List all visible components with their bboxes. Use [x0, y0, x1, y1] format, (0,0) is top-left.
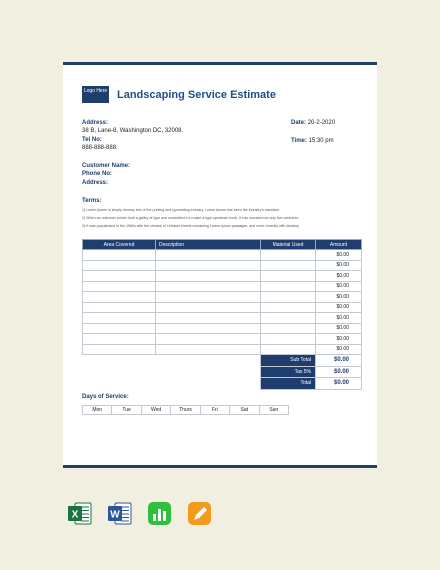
- description-cell[interactable]: [156, 292, 261, 303]
- description-cell[interactable]: [156, 302, 261, 313]
- area-covered-cell[interactable]: [83, 292, 156, 303]
- total-row: [83, 355, 362, 367]
- header-amount: Amount: [316, 240, 362, 250]
- logo-placeholder: Logo Here: [82, 86, 109, 103]
- date-label: Date:: [291, 120, 307, 126]
- amount-cell[interactable]: $0.00: [316, 271, 362, 282]
- description-cell[interactable]: [156, 271, 261, 282]
- word-icon-letter: W: [110, 509, 120, 521]
- terms-item: 3) It was popularised in the 1960s with the release of Letraset sheets containing Lorem Ipsum passages, and more recently with desktop: [82, 224, 299, 228]
- terms-label: Terms:: [82, 198, 102, 204]
- word-icon[interactable]: [106, 500, 133, 527]
- tel-value: 888-888-888.: [82, 145, 118, 151]
- area-covered-cell[interactable]: [83, 302, 156, 313]
- amount-cell[interactable]: $0.00: [316, 313, 362, 324]
- customer-address-label: Address:: [82, 180, 109, 186]
- material-used-cell[interactable]: [261, 292, 316, 303]
- area-covered-cell[interactable]: [83, 313, 156, 324]
- terms-item: 2) When an unknown printer took a galley of type and scrambled it to make a type specimen book. It has survived not only five centuries.: [82, 216, 300, 220]
- material-used-cell[interactable]: [261, 302, 316, 313]
- time-label: Time:: [291, 138, 307, 144]
- amount-cell[interactable]: $0.00: [316, 250, 362, 261]
- area-covered-cell[interactable]: [83, 323, 156, 334]
- pages-icon[interactable]: [186, 500, 213, 527]
- total-label: Sub Total: [261, 355, 316, 367]
- amount-cell[interactable]: $0.00: [316, 344, 362, 355]
- table-row: [83, 302, 362, 313]
- description-cell[interactable]: [156, 250, 261, 261]
- area-covered-cell[interactable]: [83, 250, 156, 261]
- description-cell[interactable]: [156, 313, 261, 324]
- top-rule: [63, 62, 377, 65]
- estimate-table: [82, 239, 362, 390]
- date-value: 20-2-2020: [307, 120, 336, 126]
- material-used-cell[interactable]: [261, 334, 316, 345]
- material-used-cell[interactable]: [261, 250, 316, 261]
- bottom-rule: [63, 465, 377, 468]
- app-icons-row: [66, 500, 213, 527]
- header-description: Description: [156, 240, 261, 250]
- terms-item: 1) Lorem Ipsum is simply dummy text of the printing and typesetting industry. Lorem Ipsum has been the industry's standard: [82, 208, 279, 212]
- company-address-label: Address:: [82, 120, 109, 126]
- days-table: [82, 405, 289, 415]
- total-spacer: [83, 378, 261, 390]
- excel-icon[interactable]: [66, 500, 93, 527]
- header-material-used: Material Used: [261, 240, 316, 250]
- amount-cell[interactable]: $0.00: [316, 323, 362, 334]
- tel-label: Tel No:: [82, 137, 102, 143]
- total-spacer: [83, 366, 261, 378]
- material-used-cell[interactable]: [261, 271, 316, 282]
- header-area-covered: Area Covered: [83, 240, 156, 250]
- total-label: Tax 5%: [261, 366, 316, 378]
- table-row: [83, 260, 362, 271]
- area-covered-cell[interactable]: [83, 260, 156, 271]
- days-of-service-label: Days of Service:: [82, 394, 129, 400]
- numbers-icon[interactable]: [146, 500, 173, 527]
- area-covered-cell[interactable]: [83, 281, 156, 292]
- area-covered-cell[interactable]: [83, 334, 156, 345]
- total-value[interactable]: $0.00: [316, 355, 362, 367]
- amount-cell[interactable]: $0.00: [316, 260, 362, 271]
- description-cell[interactable]: [156, 281, 261, 292]
- date-field: [291, 120, 335, 126]
- page-title: Landscaping Service Estimate: [117, 89, 276, 101]
- total-spacer: [83, 355, 261, 367]
- table-row: [83, 250, 362, 261]
- material-used-cell[interactable]: [261, 323, 316, 334]
- table-row: [83, 292, 362, 303]
- customer-name-label: Customer Name:: [82, 163, 131, 169]
- description-cell[interactable]: [156, 344, 261, 355]
- day-cell[interactable]: Tue: [112, 406, 141, 415]
- table-row: [83, 271, 362, 282]
- table-row: [83, 323, 362, 334]
- material-used-cell[interactable]: [261, 344, 316, 355]
- total-value[interactable]: $0.00: [316, 378, 362, 390]
- material-used-cell[interactable]: [261, 281, 316, 292]
- description-cell[interactable]: [156, 323, 261, 334]
- amount-cell[interactable]: $0.00: [316, 292, 362, 303]
- description-cell[interactable]: [156, 334, 261, 345]
- time-field: [291, 138, 334, 144]
- total-label: Total: [261, 378, 316, 390]
- area-covered-cell[interactable]: [83, 344, 156, 355]
- day-cell[interactable]: Fri: [200, 406, 229, 415]
- day-cell[interactable]: Wed: [141, 406, 170, 415]
- customer-phone-label: Phone No:: [82, 171, 112, 177]
- table-row: [83, 281, 362, 292]
- amount-cell[interactable]: $0.00: [316, 334, 362, 345]
- day-cell[interactable]: Mon: [83, 406, 112, 415]
- time-value: 15:30 pm: [308, 138, 334, 144]
- day-cell[interactable]: Sun: [259, 406, 288, 415]
- area-covered-cell[interactable]: [83, 271, 156, 282]
- days-row: [83, 406, 289, 415]
- amount-cell[interactable]: $0.00: [316, 302, 362, 313]
- amount-cell[interactable]: $0.00: [316, 281, 362, 292]
- total-row: [83, 366, 362, 378]
- excel-icon-letter: X: [71, 509, 79, 521]
- material-used-cell[interactable]: [261, 313, 316, 324]
- table-row: [83, 344, 362, 355]
- table-row: [83, 313, 362, 324]
- table-row: [83, 334, 362, 345]
- material-used-cell[interactable]: [261, 260, 316, 271]
- company-address: 38 B, Lane-8, Washington DC, 32008.: [82, 128, 184, 134]
- table-header-row: [83, 240, 362, 250]
- total-row: [83, 378, 362, 390]
- day-cell[interactable]: Sat: [230, 406, 259, 415]
- total-value[interactable]: $0.00: [316, 366, 362, 378]
- day-cell[interactable]: Thurs: [171, 406, 200, 415]
- description-cell[interactable]: [156, 260, 261, 271]
